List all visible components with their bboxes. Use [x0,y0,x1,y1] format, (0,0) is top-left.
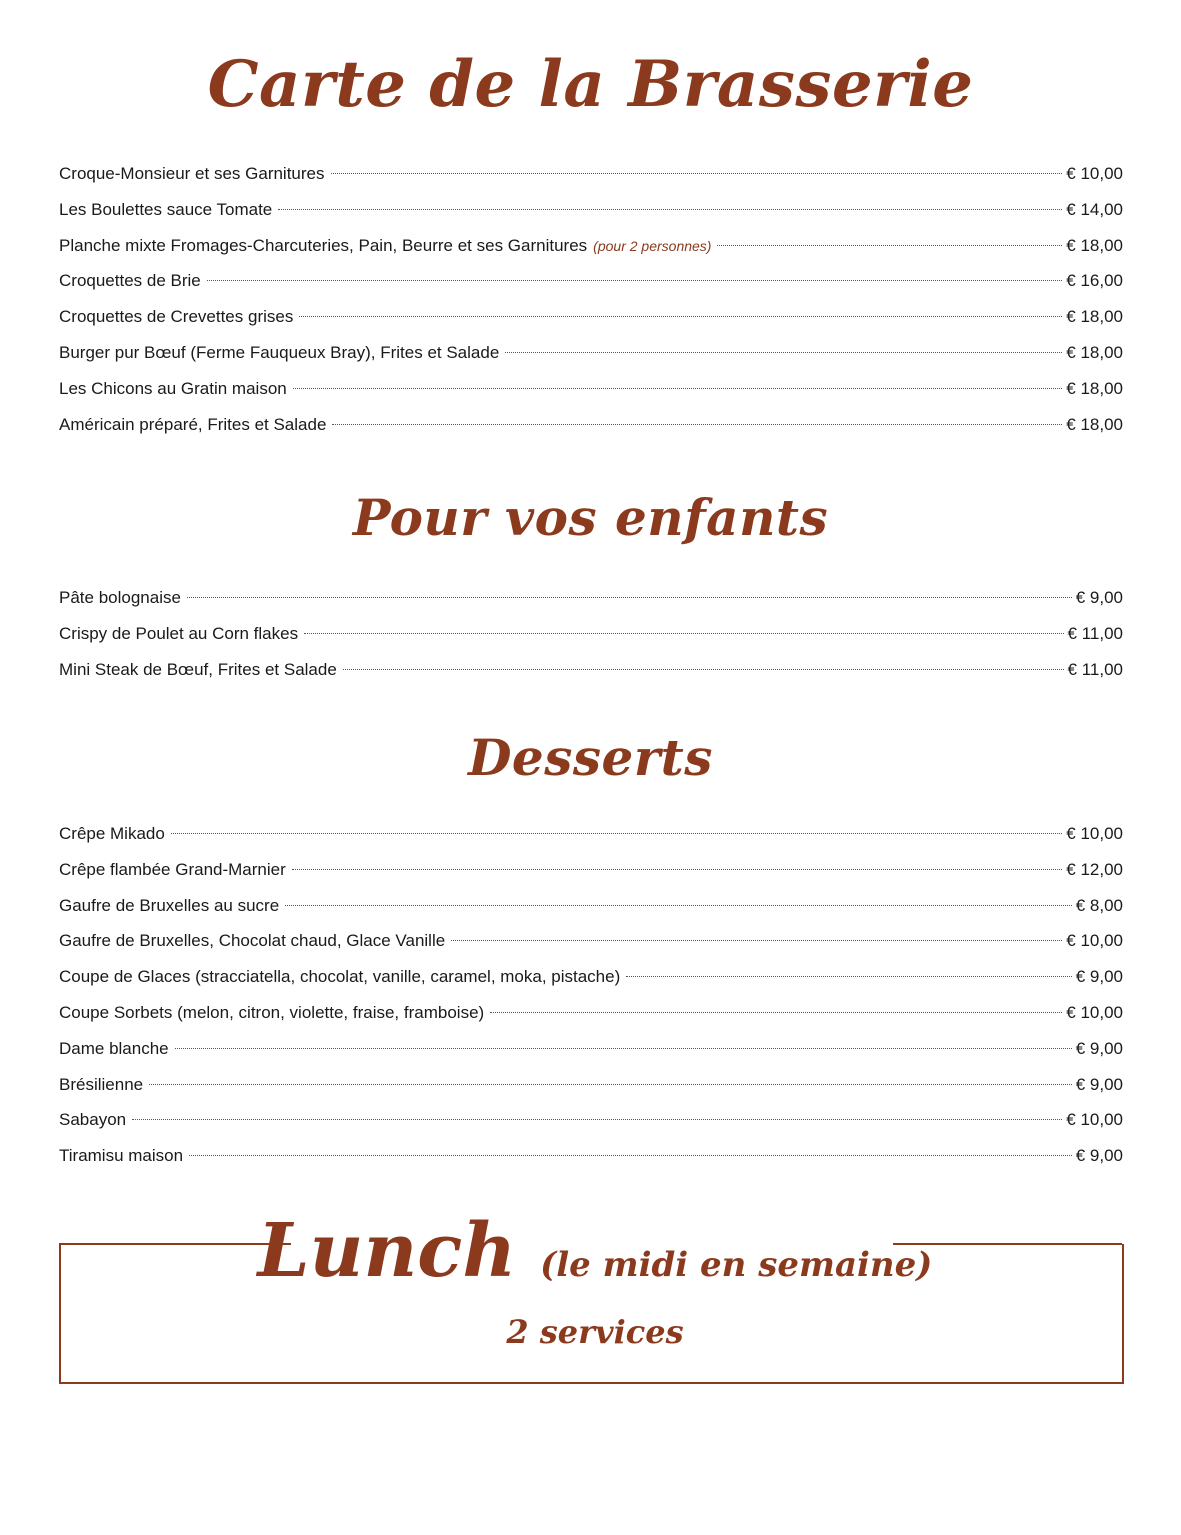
item-price: € 18,00 [1066,307,1123,327]
dot-leader [626,975,1071,977]
item-price: € 12,00 [1066,859,1123,879]
item-price: € 18,00 [1066,378,1123,398]
item-name: Croquettes de Brie [59,271,201,291]
item-name: Américain préparé, Frites et Salade [59,414,327,434]
brasserie-menu-list [59,158,1123,444]
item-name: Gaufre de Bruxelles, Chocolat chaud, Glace Vanille [59,931,446,951]
item-name: Crêpe flambée Grand-Marnier [59,859,286,879]
dot-leader [299,315,1062,317]
menu-item [59,265,1123,301]
menu-item [59,961,1123,997]
dot-leader [171,832,1062,834]
item-name: Crispy de Poulet au Corn flakes [59,623,299,643]
item-name: Tiramisu maison [59,1146,184,1166]
item-name: Croquettes de Crevettes grises [59,307,294,327]
dot-leader [292,868,1063,870]
kids-menu-list [59,582,1123,689]
menu-item [59,1140,1123,1176]
dot-leader [332,423,1062,425]
menu-item [59,997,1123,1033]
item-name: Brésilienne [59,1074,144,1094]
dot-leader [293,387,1063,389]
desserts-menu-list [59,818,1123,1176]
item-name: Les Boulettes sauce Tomate [59,199,273,219]
menu-item [59,158,1123,194]
item-price: € 18,00 [1066,414,1123,434]
menu-item [59,618,1123,654]
item-name: Mini Steak de Bœuf, Frites et Salade [59,659,337,679]
item-name: Pâte bolognaise [59,588,181,607]
menu-item [59,337,1123,373]
item-name: Dame blanche [59,1038,169,1058]
desserts-title: Desserts [468,728,713,787]
item-name: Planche mixte Fromages-Charcuteries, Pain, Beurre et ses Garnitures [59,235,588,255]
menu-item [59,194,1123,230]
lunch-subtitle: (le midi en semaine) [540,1245,933,1285]
dot-leader [278,208,1062,210]
item-price: € 8,00 [1075,895,1123,915]
item-name: Crêpe Mikado [59,824,165,843]
dot-leader [285,904,1072,906]
item-price: € 9,00 [1075,967,1123,987]
item-price: € 10,00 [1066,931,1123,951]
item-price: € 10,00 [1066,1002,1123,1022]
item-price: € 18,00 [1066,342,1123,362]
brasserie-title: Carte de la Brasserie [207,47,974,122]
menu-item [59,890,1123,926]
dot-leader [451,939,1062,941]
item-price: € 11,00 [1067,659,1123,679]
item-price: € 9,00 [1075,1146,1123,1166]
menu-item [59,654,1123,690]
menu-item [59,301,1123,337]
item-price: € 9,00 [1075,1074,1123,1094]
menu-item [59,925,1123,961]
item-price: € 10,00 [1066,824,1123,843]
menu-item [59,582,1123,618]
item-price: € 14,00 [1066,199,1123,219]
item-name: Coupe de Glaces (stracciatella, chocolat, vanille, caramel, moka, pistache) [59,967,621,987]
item-name: Burger pur Bœuf (Ferme Fauqueux Bray), Frites et Salade [59,342,500,362]
dot-leader [717,244,1062,246]
dot-leader [343,668,1064,670]
item-note: (pour 2 personnes) [593,237,712,254]
menu-item [59,230,1123,266]
menu-item [59,854,1123,890]
menu-item [59,1069,1123,1105]
item-name: Gaufre de Bruxelles au sucre [59,895,280,915]
dot-leader [132,1118,1062,1120]
item-price: € 18,00 [1066,235,1123,255]
menu-item [59,373,1123,409]
item-name: Sabayon [59,1110,127,1130]
item-price: € 16,00 [1066,271,1123,291]
menu-item [59,409,1123,445]
item-price: € 9,00 [1075,1038,1123,1058]
dot-leader [187,596,1072,598]
item-name: Les Chicons au Gratin maison [59,378,287,398]
kids-title: Pour vos enfants [352,488,829,547]
lunch-services: 2 services [506,1313,684,1351]
lunch-heading [257,1196,933,1306]
dot-leader [189,1154,1072,1156]
dot-leader [505,351,1062,353]
dot-leader [304,632,1063,634]
dot-leader [175,1047,1072,1049]
menu-item [59,1104,1123,1140]
item-price: € 10,00 [1066,164,1123,183]
lunch-title: Lunch [257,1208,517,1294]
item-price: € 11,00 [1067,623,1123,643]
item-price: € 10,00 [1066,1110,1123,1130]
menu-item [59,818,1123,854]
dot-leader [490,1011,1062,1013]
dot-leader [149,1083,1072,1085]
item-price: € 9,00 [1075,588,1123,607]
dot-leader [207,279,1063,281]
menu-item [59,1033,1123,1069]
item-name: Croque-Monsieur et ses Garnitures [59,164,325,183]
dot-leader [331,172,1063,174]
item-name: Coupe Sorbets (melon, citron, violette, fraise, framboise) [59,1002,485,1022]
